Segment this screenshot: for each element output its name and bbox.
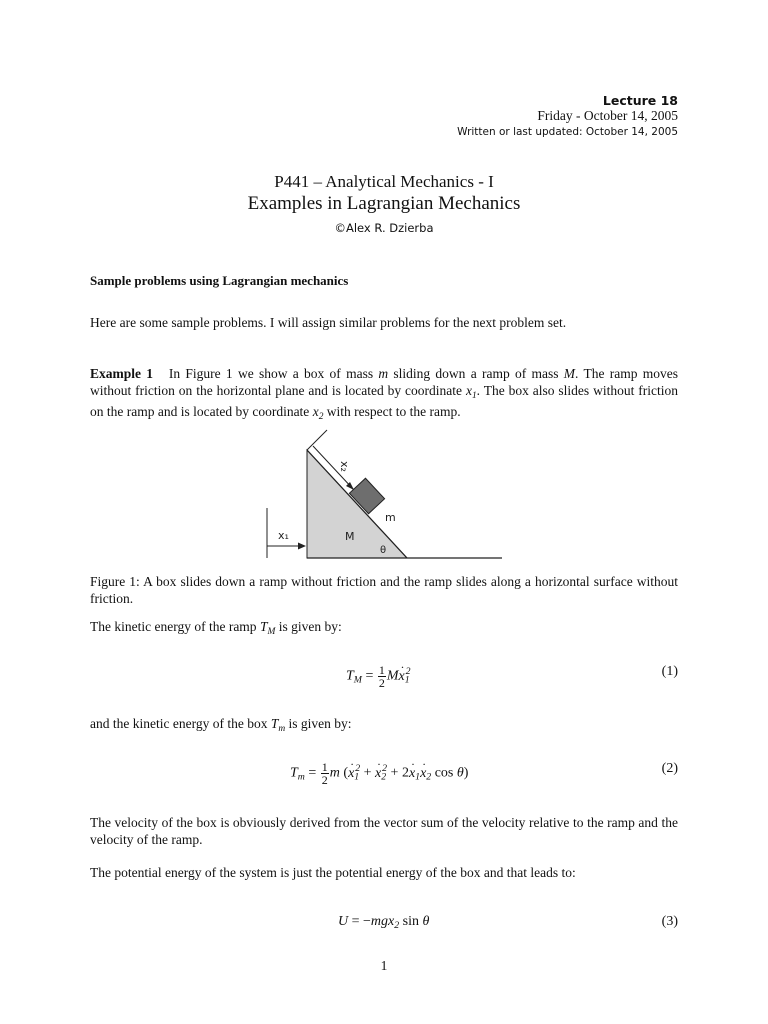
ramp-figure — [262, 420, 502, 566]
intro-paragraph: Here are some sample problems. I will assign similar problems for the next problem set. — [90, 315, 567, 330]
figure-label-x2: x₂ — [338, 461, 351, 472]
page-title: Examples in Lagrangian Mechanics — [247, 193, 521, 214]
kinetic-box-text: and the kinetic energy of the box $T_m$ is given by: — [90, 716, 352, 734]
lecture-date: Friday - October 14, 2005 — [537, 108, 678, 123]
page-number: 1 — [380, 958, 388, 973]
fraction-half: $\frac{1}{2}$ — [321, 760, 328, 787]
text-run: . The box also slides without friction on the ramp and is located by coordinate — [90, 382, 678, 419]
last-updated: Written or last updated: October 14, 2005 — [457, 126, 678, 138]
text-run: In Figure 1 we show a box of mass — [168, 366, 379, 381]
example-1-paragraph — [90, 366, 678, 425]
text-run: . The ramp moves without friction on the horizontal plane and is located by coordinate — [90, 366, 678, 398]
potential-paragraph: The potential energy of the system is just the potential energy of the box and that leads to: — [90, 865, 576, 880]
math-M: M — [563, 366, 576, 381]
equation-number-3: (3) — [661, 914, 678, 929]
text-run: with respect to the ramp. — [323, 403, 461, 419]
lecture-number: Lecture 18 — [602, 93, 678, 108]
figure-label-M: M — [345, 530, 355, 543]
velocity-paragraph: The velocity of the box is obviously derived from the vector sum of the velocity relative to the ramp and the velocity of the ramp. — [90, 815, 678, 847]
math-m: m — [378, 366, 389, 381]
math-x1: $x_1$ — [465, 382, 477, 401]
author-line: ©Alex R. Dzierba — [334, 221, 434, 235]
equation-2-body: $T_m$ = $\frac{1}{2}$ m (· $x_1^2$ + · $x_2^2 + 2\cdot x_1\cdot x_2$ cos θ) — [290, 761, 468, 786]
figure-label-x1: x₁ — [278, 529, 289, 542]
x2-origin-line — [307, 430, 327, 450]
x1-arrowhead — [298, 543, 306, 550]
equation-number-2: (2) — [661, 761, 678, 776]
figure-caption: Figure 1: A box slides down a ramp without friction and the ramp slides along a horizontal surface without friction. — [90, 574, 678, 606]
text-run: sliding down a ramp of mass — [388, 366, 564, 381]
figure-label-theta: θ — [380, 545, 387, 556]
equation-3-body: U = −mgx$_2$ sin θ — [338, 914, 430, 931]
equation-number-1: (1) — [661, 664, 678, 679]
figure-label-m: m — [385, 511, 396, 524]
math-x2: $x_2$ — [312, 403, 324, 422]
example-label: Example 1 — [90, 366, 154, 381]
kinetic-ramp-text: The kinetic energy of the ramp $T_M$ is given by: — [90, 619, 342, 637]
course-title: P441 – Analytical Mechanics - I — [274, 172, 494, 191]
fraction-half: $\frac{1}{2}$ — [378, 663, 385, 690]
section-heading: Sample problems using Lagrangian mechanics — [90, 273, 349, 288]
equation-1-body: $T_M$ = $\frac{1}{2}$ $M\cdot x_1^2$ — [346, 664, 411, 689]
